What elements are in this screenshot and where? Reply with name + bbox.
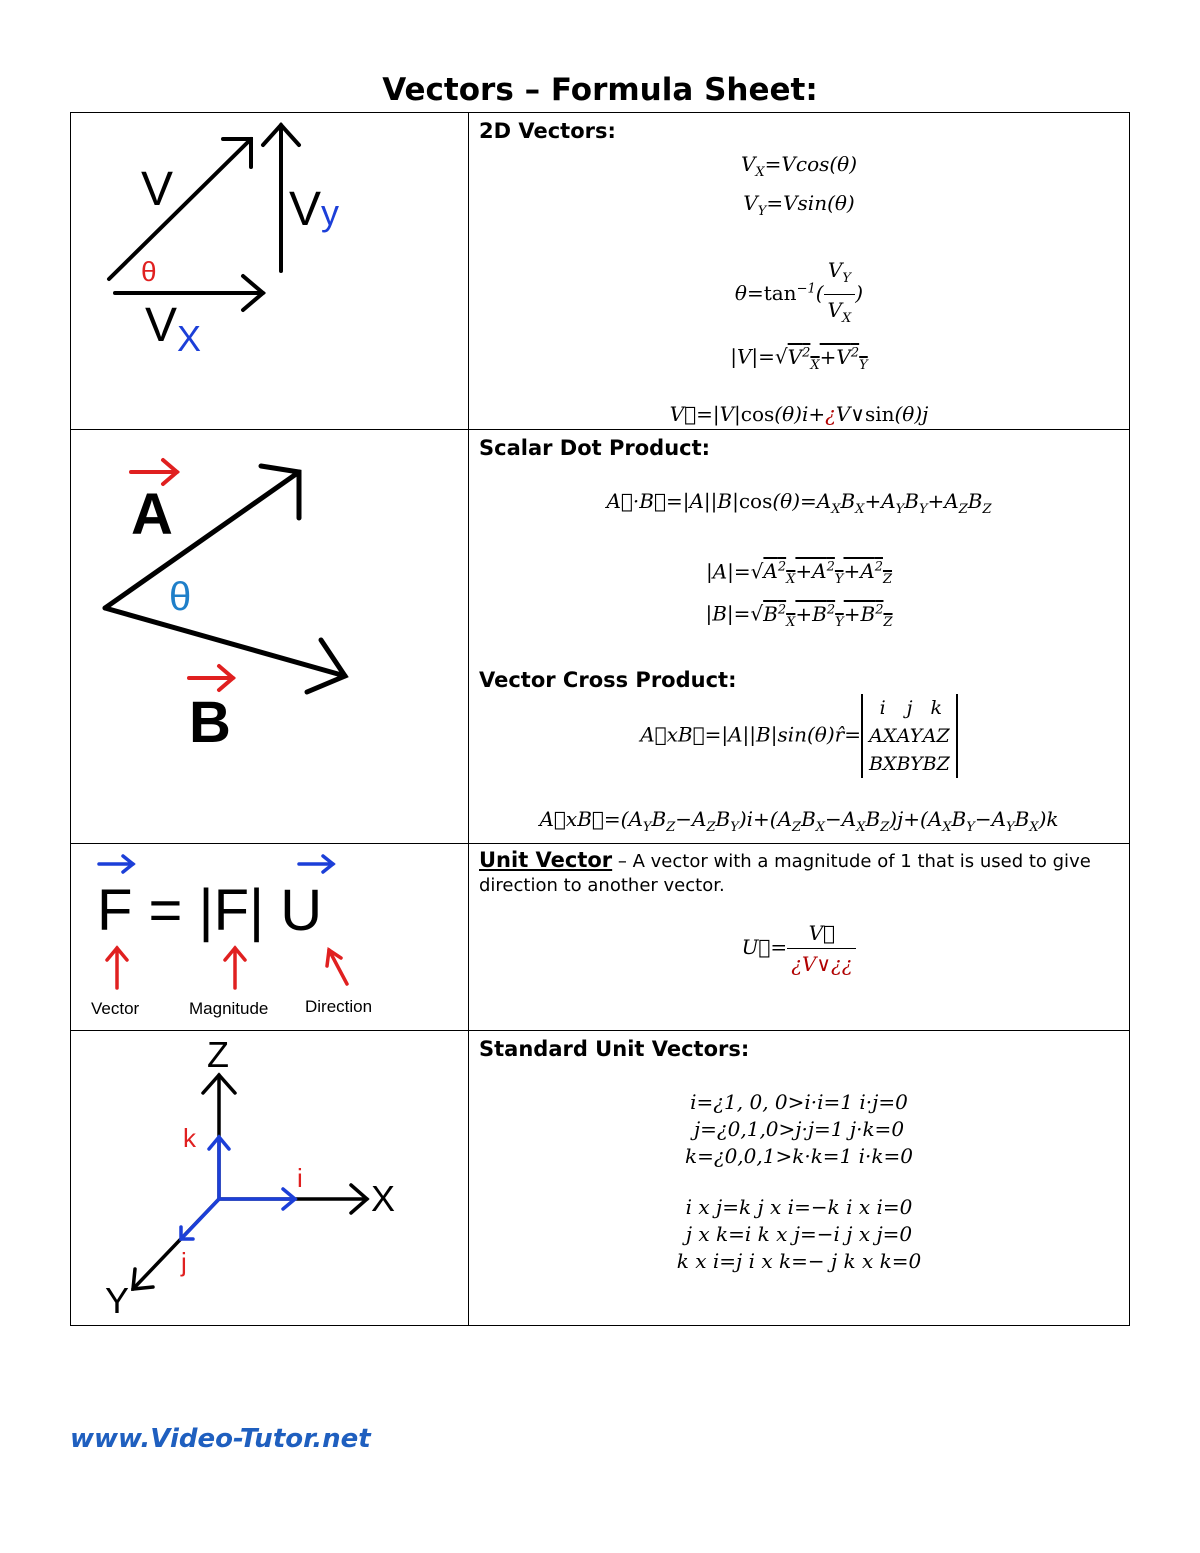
axis-z-label: Z bbox=[207, 1033, 229, 1075]
det-cell: BX bbox=[868, 752, 897, 775]
det-cell: k bbox=[930, 696, 942, 719]
determinant-matrix bbox=[861, 694, 958, 778]
diagram-dot-product bbox=[71, 429, 469, 843]
row-standard-unit bbox=[71, 1030, 1130, 1325]
unit-lhs: U⃗= bbox=[741, 934, 788, 959]
vector-v-label: V bbox=[141, 163, 174, 216]
unit-i-label: i bbox=[297, 1162, 303, 1193]
formula-unit-i: i=¿1, 0, 0>i·i=1 i·j=0 bbox=[690, 1089, 908, 1114]
formula-theta: $\theta=\tan^{-1}$( $\frac{V_Y}{V_X}$ ) bbox=[469, 255, 1129, 334]
vector-b-label: B bbox=[189, 689, 231, 755]
vy-subscript: y bbox=[321, 192, 340, 233]
content-unit-vector bbox=[469, 843, 1130, 1030]
formula-cross-i: i x j=k j x i=−k i x i=0 bbox=[685, 1194, 913, 1219]
det-cell: BY bbox=[896, 752, 923, 775]
formula-table bbox=[70, 112, 1130, 1326]
heading-2d-vectors: 2D Vectors: bbox=[479, 119, 616, 143]
vy-letter: V bbox=[289, 183, 322, 236]
vector-vy-label bbox=[289, 183, 339, 236]
unit-denominator: ¿V∨¿¿ bbox=[791, 951, 853, 976]
formula-vector-v: V⃗=|V|cos(θ)i+¿V∨sin(θ)j bbox=[669, 401, 929, 426]
vx-subscript: X bbox=[177, 318, 202, 359]
label-magnitude: Magnitude bbox=[189, 998, 269, 1018]
formula-vx: $V_X=Vcos(\theta)$ bbox=[740, 152, 858, 180]
row-dot-cross bbox=[71, 429, 1130, 843]
content-dot-cross bbox=[469, 429, 1130, 843]
diagram-2d-vectors bbox=[71, 113, 469, 430]
formula-mag-b: $|B|=√B^2_X+B^2_Y+B^2_Z$ bbox=[705, 601, 893, 630]
det-cell: AY bbox=[896, 724, 923, 747]
content-2d-vectors bbox=[469, 113, 1130, 430]
unit-j-label: j bbox=[181, 1246, 187, 1277]
heading-standard-unit: Standard Unit Vectors: bbox=[479, 1036, 750, 1061]
page-title: Vectors – Formula Sheet: bbox=[382, 72, 818, 108]
unit-vector-term: Unit Vector bbox=[479, 847, 613, 872]
formula-cross-expanded: $A⃗xB⃗=(A_YB_Z-A_ZB_Y)i+(A_ZB_X-A_XB_Z)j+(A_XB_Y-A_YB_X)k$ bbox=[539, 806, 1059, 835]
formula-cross-k: k x i=j i x k=− j k x k=0 bbox=[676, 1248, 922, 1273]
det-cell: BZ bbox=[922, 752, 950, 775]
formula-vy: $V_Y=Vsin(\theta)$ bbox=[743, 191, 855, 219]
unit-vector-definition bbox=[479, 848, 1119, 898]
diagram-axes bbox=[71, 1030, 469, 1325]
heading-cross-product: Vector Cross Product: bbox=[479, 667, 737, 692]
cross-identities bbox=[469, 1194, 1129, 1275]
formula-unit-vector bbox=[469, 918, 1129, 979]
axis-y-label: Y bbox=[105, 1279, 130, 1321]
label-vector: Vector bbox=[91, 998, 140, 1018]
unit-equation: F = |F| U bbox=[97, 877, 323, 943]
angle-theta-dot-label: θ bbox=[169, 574, 192, 619]
content-standard-unit bbox=[469, 1030, 1130, 1325]
row-unit-vector bbox=[71, 843, 1130, 1030]
formula-dot-product: $A⃗\cdot B⃗=|A||B|\cos(\theta)=A_XB_X+A_YB_Y+A_ZB_Z$ bbox=[606, 488, 992, 517]
formula-cross-determinant bbox=[469, 694, 1129, 778]
formula-magnitude: $|V|=√V^2_X+V^2_Y$ bbox=[730, 344, 868, 373]
unit-vector-text: – A vector with a magnitude of 1 that is used to give direction to another vector. bbox=[479, 850, 1091, 896]
heading-dot-product: Scalar Dot Product: bbox=[479, 435, 711, 460]
det-cell: AX bbox=[869, 724, 897, 747]
diagram-unit-vector bbox=[71, 843, 469, 1030]
label-direction: Direction bbox=[305, 996, 373, 1016]
cross-lhs: A⃗xB⃗=|A||B|sin(θ)r̂= bbox=[640, 722, 861, 747]
det-cell: AZ bbox=[922, 724, 950, 747]
det-cell: i bbox=[879, 696, 886, 719]
formula-cross-j: j x k=i k x j=−i j x j=0 bbox=[685, 1221, 913, 1246]
angle-theta-label: θ bbox=[141, 256, 157, 287]
axis-x-label: X bbox=[371, 1177, 396, 1219]
footer-link[interactable]: www.Video-Tutor.net bbox=[70, 1424, 371, 1454]
det-cell: j bbox=[906, 696, 913, 719]
formula-unit-k: k=¿0,0,1>k·k=1 i·k=0 bbox=[684, 1143, 914, 1168]
formula-unit-j: j=¿0,1,0>j·j=1 j·k=0 bbox=[693, 1116, 905, 1141]
unit-numerator: V⃗ bbox=[787, 918, 856, 949]
row-2d-vectors bbox=[71, 113, 1130, 430]
unit-definitions bbox=[469, 1089, 1129, 1170]
vx-letter: V bbox=[145, 299, 178, 352]
unit-k-label: k bbox=[183, 1122, 196, 1153]
formula-mag-a: $|A|=√A^2_X+A^2_Y+A^2_Z$ bbox=[705, 559, 893, 588]
vector-vx-label bbox=[145, 299, 201, 359]
vector-a-label: A bbox=[131, 481, 173, 547]
